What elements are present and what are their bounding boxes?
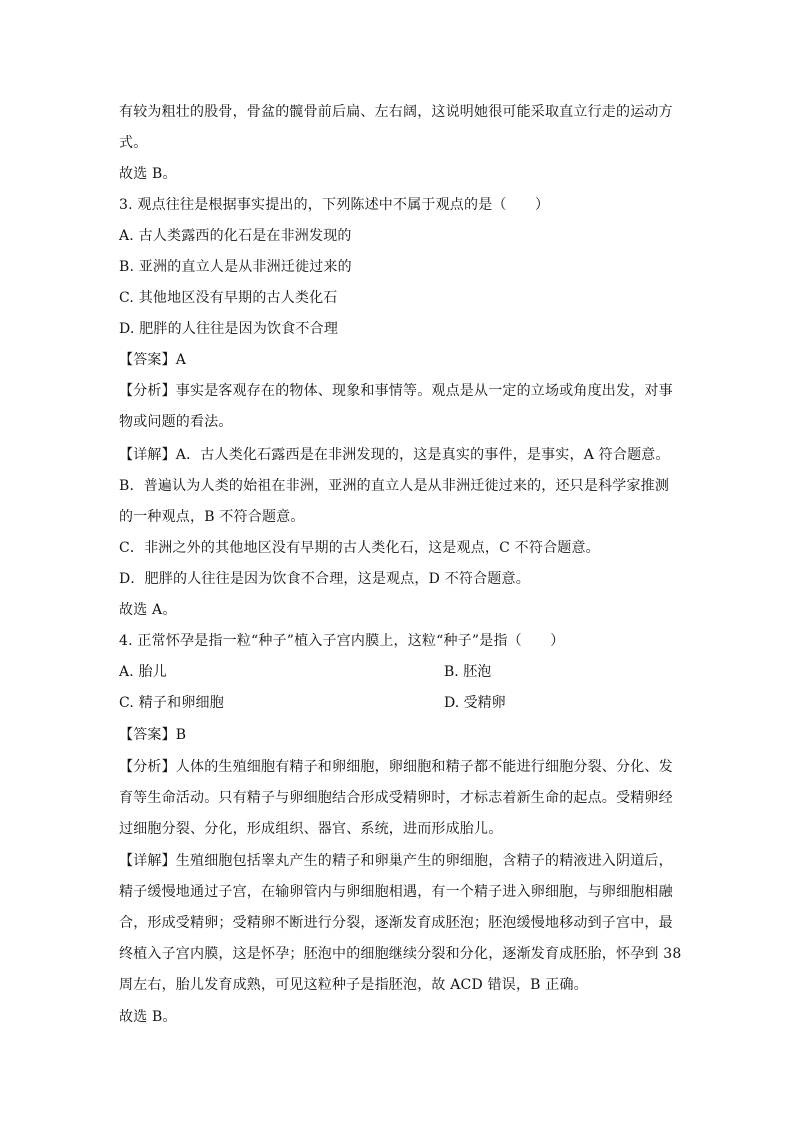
question-3-explanation: B．普遍认为人类的始祖在非洲，亚洲的直立人是从非洲迁徙过来的，还只是科学家推测 xyxy=(119,478,670,494)
question-3-conclusion: 故选 A。 xyxy=(119,602,177,618)
question-3-option-a: A. 古人类露西的化石是在非洲发现的 xyxy=(119,228,352,244)
question-3-explanation: D．肥胖的人往往是因为饮食不合理，这是观点，D 不符合题意。 xyxy=(119,571,530,587)
question-4-conclusion: 故选 B。 xyxy=(119,1009,177,1025)
question-3-analysis: 【分析】事实是客观存在的物体、现象和事情等。观点是从一定的立场或角度出发，对事 xyxy=(119,383,673,399)
question-3-explanation: 的一种观点，B 不符合题意。 xyxy=(119,509,305,525)
question-4-analysis: 过细胞分裂、分化，形成组织、器官、系统，进而形成胎儿。 xyxy=(119,821,503,837)
question-4-analysis: 【分析】人体的生殖细胞有精子和卵细胞，卵细胞和精子都不能进行细胞分裂、分化、发 xyxy=(119,759,673,775)
question-3-stem: 3. 观点往往是根据事实提出的，下列陈述中不属于观点的是（ ） xyxy=(119,197,550,213)
question-4-explanation: 精子缓慢地通过子宫，在输卵管内与卵细胞相遇，有一个精子进入卵细胞，与卵细胞相融 xyxy=(119,884,673,900)
question-3-option-c: C. 其他地区没有早期的古人类化石 xyxy=(119,290,338,306)
question-4-option-a: A. 胎儿 xyxy=(119,664,168,680)
question-3-option-d: D. 肥胖的人往往是因为饮食不合理 xyxy=(119,321,339,337)
question-4-explanation: 合，形成受精卵；受精卵不断进行分裂，逐渐发育成胚泡；胚泡缓慢地移动到子宫中，最 xyxy=(119,915,673,931)
question-3-option-b: B. 亚洲的直立人是从非洲迁徙过来的 xyxy=(119,259,352,275)
question-3-analysis: 物或问题的看法。 xyxy=(119,414,233,430)
text-line: 故选 B。 xyxy=(119,166,177,182)
question-4-explanation: 终植入子宫内膜，这是怀孕；胚泡中的细胞继续分裂和分化，逐渐发育成胚胎，怀孕到 38 xyxy=(119,946,682,962)
question-4-explanation: 周左右，胎儿发育成熟，可见这粒种子是指胚泡，故 ACD 错误，B 正确。 xyxy=(119,977,588,993)
question-4-analysis: 育等生命活动。只有精子与卵细胞结合形成受精卵时，才标志着新生命的起点。受精卵经 xyxy=(119,790,673,806)
question-3-explanation: C．非洲之外的其他地区没有早期的古人类化石，这是观点，C 不符合题意。 xyxy=(119,540,600,556)
question-3-answer: 【答案】A xyxy=(119,352,187,368)
question-4-stem: 4. 正常怀孕是指一粒“种子”植入子宫内膜上，这粒“种子”是指（ ） xyxy=(119,633,565,649)
text-line: 有较为粗壮的股骨，骨盆的髋骨前后扁、左右阔，这说明她很可能采取直立行走的运动方 xyxy=(119,104,673,120)
question-3-explanation: 【详解】A．古人类化石露西是在非洲发现的，这是真实的事件，是事实，A 符合题意。 xyxy=(119,447,670,463)
question-4-option-d: D. 受精卵 xyxy=(444,695,506,711)
question-4-option-c: C. 精子和卵细胞 xyxy=(119,695,224,711)
question-4-answer: 【答案】B xyxy=(119,727,187,743)
text-line: 式。 xyxy=(119,135,148,151)
question-4-explanation: 【详解】生殖细胞包括睾丸产生的精子和卵巢产生的卵细胞，含精子的精液进入阴道后， xyxy=(119,853,673,869)
question-4-option-b: B. 胚泡 xyxy=(444,664,492,680)
